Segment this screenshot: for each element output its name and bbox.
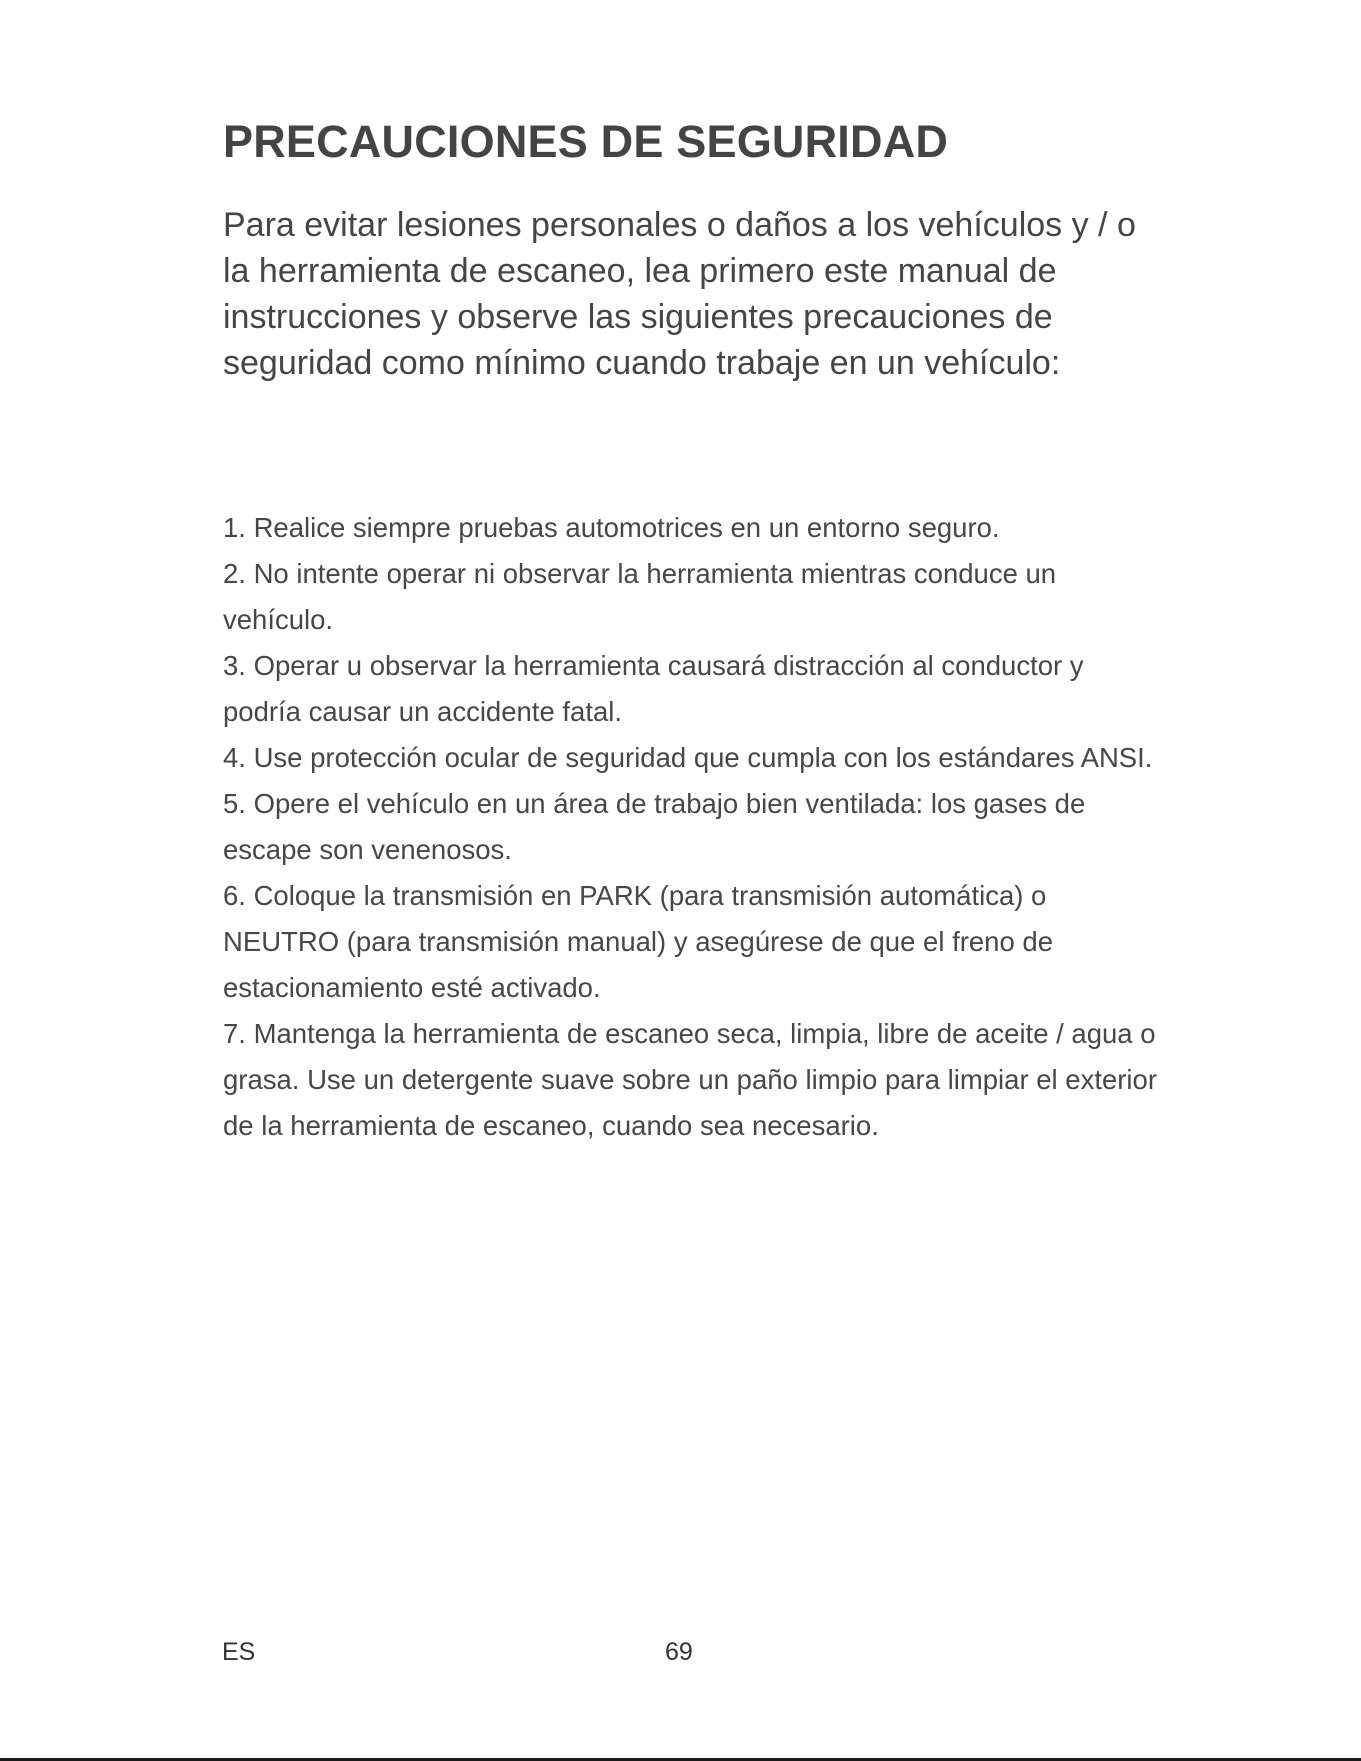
precaution-item-5: 5. Opere el vehículo en un área de trabajo bien ventilada: los gases de escape son venenosos. bbox=[223, 788, 1086, 865]
precaution-item-2: 2. No intente operar ni observar la herramienta mientras conduce un vehículo. bbox=[223, 558, 1057, 635]
footer-language: ES bbox=[222, 1638, 256, 1666]
precaution-item-7: 7. Mantenga la herramienta de escaneo seca, limpia, libre de aceite / agua o grasa. Use un detergente suave sobre un paño limpio para limpiar el exterior de la herramienta de escaneo, cuando sea necesario. bbox=[223, 1018, 1157, 1141]
precaution-item-4: 4. Use protección ocular de seguridad que cumpla con los estándares ANSI. bbox=[223, 742, 1153, 773]
precautions-list bbox=[223, 505, 1163, 1149]
footer-page-number: 69 bbox=[665, 1638, 693, 1666]
precaution-item-6: 6. Coloque la transmisión en PARK (para transmisión automática) o NEUTRO (para transmisión manual) y asegúrese de que el freno de estacionamiento esté activado. bbox=[223, 880, 1053, 1003]
precaution-item-1: 1. Realice siempre pruebas automotrices en un entorno seguro. bbox=[223, 512, 1000, 543]
precaution-item-3: 3. Operar u observar la herramienta causará distracción al conductor y podría causar un accidente fatal. bbox=[223, 650, 1084, 727]
page-title: PRECAUCIONES DE SEGURIDAD bbox=[223, 116, 949, 167]
intro-paragraph: Para evitar lesiones personales o daños a los vehículos y / o la herramienta de escaneo, lea primero este manual de instrucciones y observe las siguientes precauciones de seguridad como mínimo cuando trabaje en un vehículo: bbox=[223, 206, 1136, 382]
